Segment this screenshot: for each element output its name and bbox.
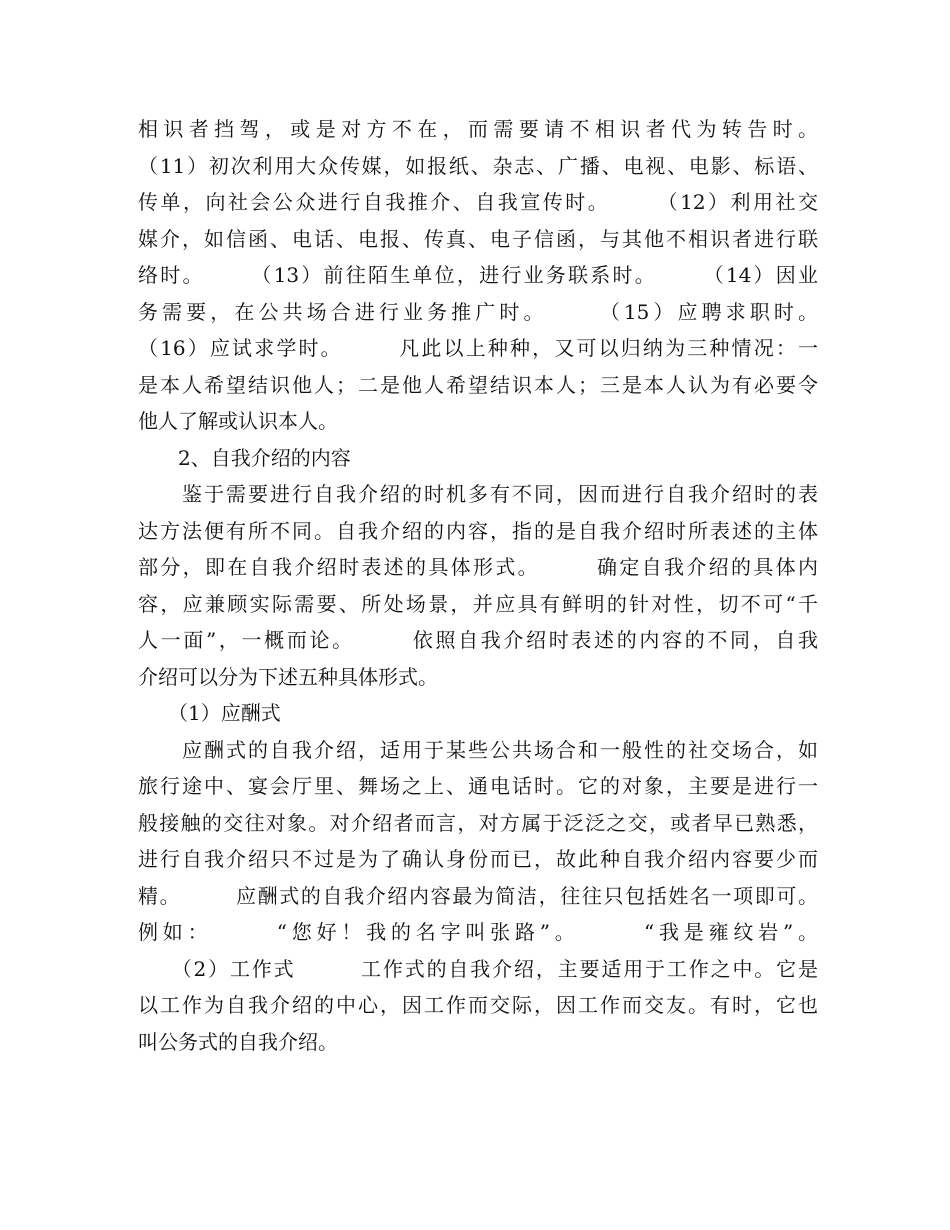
paragraph-line: 精。 应酬式的自我介绍内容最为简洁，往往只包括姓名一项即可。	[138, 883, 818, 908]
paragraph-line: （2）工作式 工作式的自我介绍，主要适用于工作之中。它是	[138, 956, 818, 981]
paragraph-line: 部分，即在自我介绍时表述的具体形式。 确定自我介绍的具体内	[138, 555, 818, 579]
paragraph-line: 例如： “您好！我的名字叫张路”。 “我是雍纹岩”。	[138, 920, 818, 944]
paragraph-line: 鉴于需要进行自我介绍的时机多有不同，因而进行自我介绍时的表	[138, 482, 818, 506]
paragraph-line: 是本人希望结识他人；二是他人希望结识本人；三是本人认为有必要令	[138, 372, 818, 397]
paragraph-line: 务需要，在公共场合进行业务推广时。 （15）应聘求职时。	[138, 299, 818, 324]
section-heading: 2、自我介绍的内容	[138, 445, 351, 470]
paragraph-line: 络时。 （13）前往陌生单位，进行业务联系时。 （14）因业	[138, 263, 818, 287]
paragraph-line: 旅行途中、宴会厅里、舞场之上、通电话时。它的对象，主要是进行一	[138, 774, 818, 798]
paragraph-line: 进行自我介绍只不过是为了确认身份而已，故此种自我介绍内容要少而	[138, 847, 818, 871]
paragraph-line: 他人了解或认识本人。	[138, 409, 338, 433]
paragraph-line: 介绍可以分为下述五种具体形式。	[138, 664, 438, 689]
paragraph-line: （16）应试求学时。 凡此以上种种，又可以归纳为三种情况：一	[138, 336, 818, 360]
paragraph-line: 以工作为自我介绍的中心，因工作而交际，因工作而交友。有时，它也	[138, 993, 818, 1017]
paragraph-line: 相识者挡驾，或是对方不在，而需要请不相识者代为转告时。	[138, 117, 818, 141]
paragraph-line: 传单，向社会公众进行自我推介、自我宣传时。 （12）利用社交	[138, 190, 818, 214]
document-page	[138, 111, 818, 1060]
paragraph-line: 达方法便有所不同。自我介绍的内容，指的是自我介绍时所表述的主体	[138, 518, 818, 543]
paragraph-line: 般接触的交往对象。对介绍者而言，对方属于泛泛之交，或者早已熟悉，	[138, 810, 818, 835]
paragraph-line: 叫公务式的自我介绍。	[138, 1029, 338, 1054]
subsection-heading: （1）应酬式	[138, 701, 281, 725]
paragraph-line: （11）初次利用大众传媒，如报纸、杂志、广播、电视、电影、标语、	[138, 153, 818, 178]
paragraph-line: 应酬式的自我介绍，适用于某些公共场合和一般性的社交场合，如	[138, 737, 818, 762]
paragraph-line: 媒介，如信函、电话、电报、传真、电子信函，与其他不相识者进行联	[138, 226, 818, 251]
paragraph-line: 容，应兼顾实际需要、所处场景，并应具有鲜明的针对性，切不可“千	[138, 591, 818, 616]
paragraph-line: 人一面”，一概而论。 依照自我介绍时表述的内容的不同，自我	[138, 628, 818, 652]
